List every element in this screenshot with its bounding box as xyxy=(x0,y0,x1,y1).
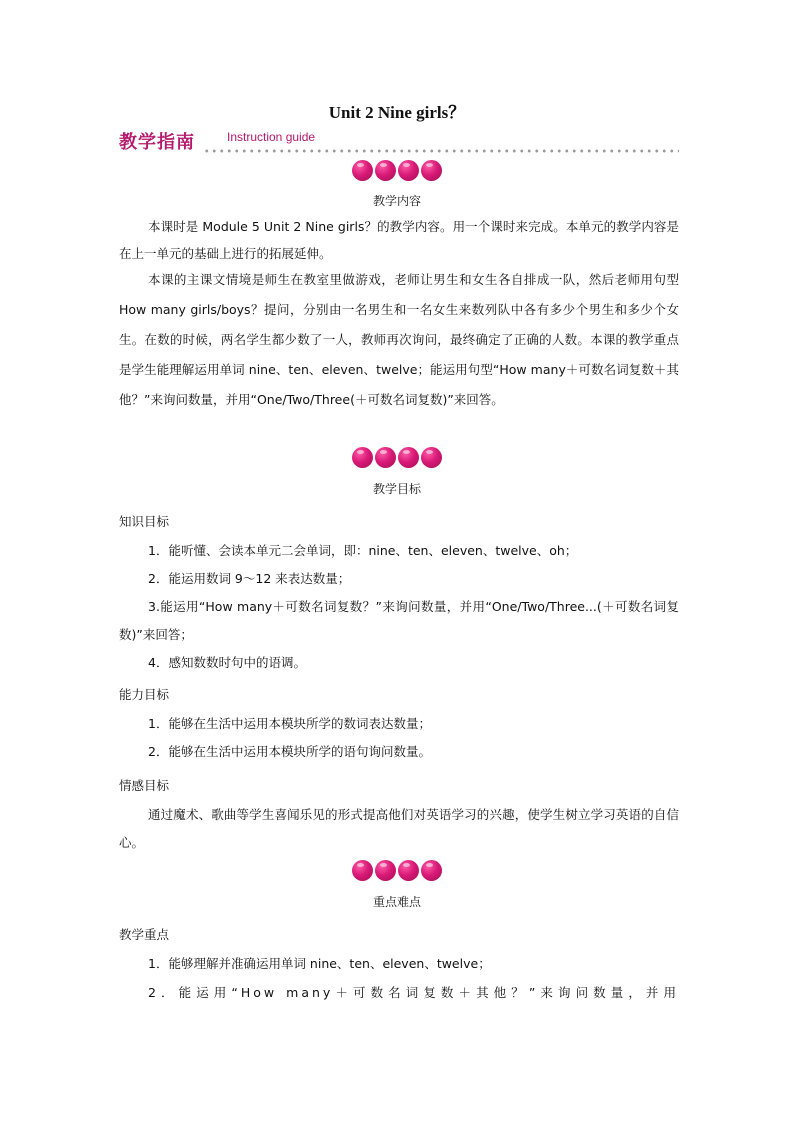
instruction-guide-banner xyxy=(119,128,679,158)
ball-icon xyxy=(398,447,419,468)
content-paragraph-1: 本课时是 Module 5 Unit 2 Nine girls？的教学内容。用一个课时来完成。本单元的教学内容是在上一单元的基础上进行的拓展延伸。 xyxy=(119,219,679,261)
dotted-rule xyxy=(203,149,679,153)
teaching-focus-1: 1．能够理解并准确运用单词 nine、ten、eleven、twelve； xyxy=(148,956,491,971)
ability-goal-2: 2．能够在生活中运用本模块所学的语句询问数量。 xyxy=(148,744,431,759)
page-title: Unit 2 Nine girls？ xyxy=(328,103,466,122)
emotion-goal: 通过魔术、歌曲等学生喜闻乐见的形式提高他们对英语学习的兴趣，使学生树立学习英语的自信心。 xyxy=(119,807,679,850)
ball-icon xyxy=(421,447,442,468)
teaching-focus-label: 教学重点 xyxy=(119,927,170,942)
knowledge-goal-2: 2．能运用数词 9～12 来表达数量； xyxy=(148,571,351,586)
knowledge-goal-3: 3.能运用“How many＋可数名词复数？”来询问数量，并用“One/Two/Three...(＋可数名词复数)”来回答； xyxy=(119,599,679,642)
content-paragraph-2: 本课的主课文情境是师生在教室里做游戏，老师让男生和女生各自排成一队，然后老师用句型 How many girls/boys？提问，分别由一名男生和一名女生来数列队中各有多少个男生和多少个女生。在数的时候，两名学生都少数了一人，教师再次询问，最终确定了正确的人数。本课的教学重点是学生能理解运用单词 nine、ten、eleven、twelve；能运用句型“How many＋可数名词复数＋其他？”来询问数量，并用“One/Two/Three(＋可数名词复数)”来回答。 xyxy=(119,272,679,407)
section-ornament xyxy=(0,447,794,471)
section-heading-content: 教学内容 xyxy=(372,194,421,208)
guide-title-cn: 教学指南 xyxy=(119,132,195,153)
knowledge-goal-4: 4．感知数数时句中的语调。 xyxy=(148,655,306,670)
ball-icon xyxy=(352,160,373,181)
section-heading-keypoints: 重点难点 xyxy=(372,895,421,909)
knowledge-goal-1: 1．能听懂、会读本单元二会单词，即：nine、ten、eleven、twelve、oh； xyxy=(148,543,578,558)
ball-icon xyxy=(375,160,396,181)
section-ornament xyxy=(0,860,794,884)
section-ornament xyxy=(0,160,794,184)
ball-icon xyxy=(398,860,419,881)
knowledge-goals-label: 知识目标 xyxy=(119,514,170,529)
ball-icon xyxy=(352,860,373,881)
ball-icon xyxy=(421,160,442,181)
ball-icon xyxy=(352,447,373,468)
ball-icon xyxy=(398,160,419,181)
emotion-goals-label: 情感目标 xyxy=(119,778,170,793)
ability-goal-1: 1．能够在生活中运用本模块所学的数词表达数量； xyxy=(148,716,431,731)
ball-icon xyxy=(375,447,396,468)
teaching-focus-2: 2．能运用“How many＋可数名词复数＋其他？”来询问数量，并用 xyxy=(148,985,679,1000)
ability-goals-label: 能力目标 xyxy=(119,687,170,702)
ball-icon xyxy=(375,860,396,881)
guide-title-en: Instruction guide xyxy=(227,130,316,144)
section-heading-goals: 教学目标 xyxy=(372,482,421,496)
ball-icon xyxy=(421,860,442,881)
